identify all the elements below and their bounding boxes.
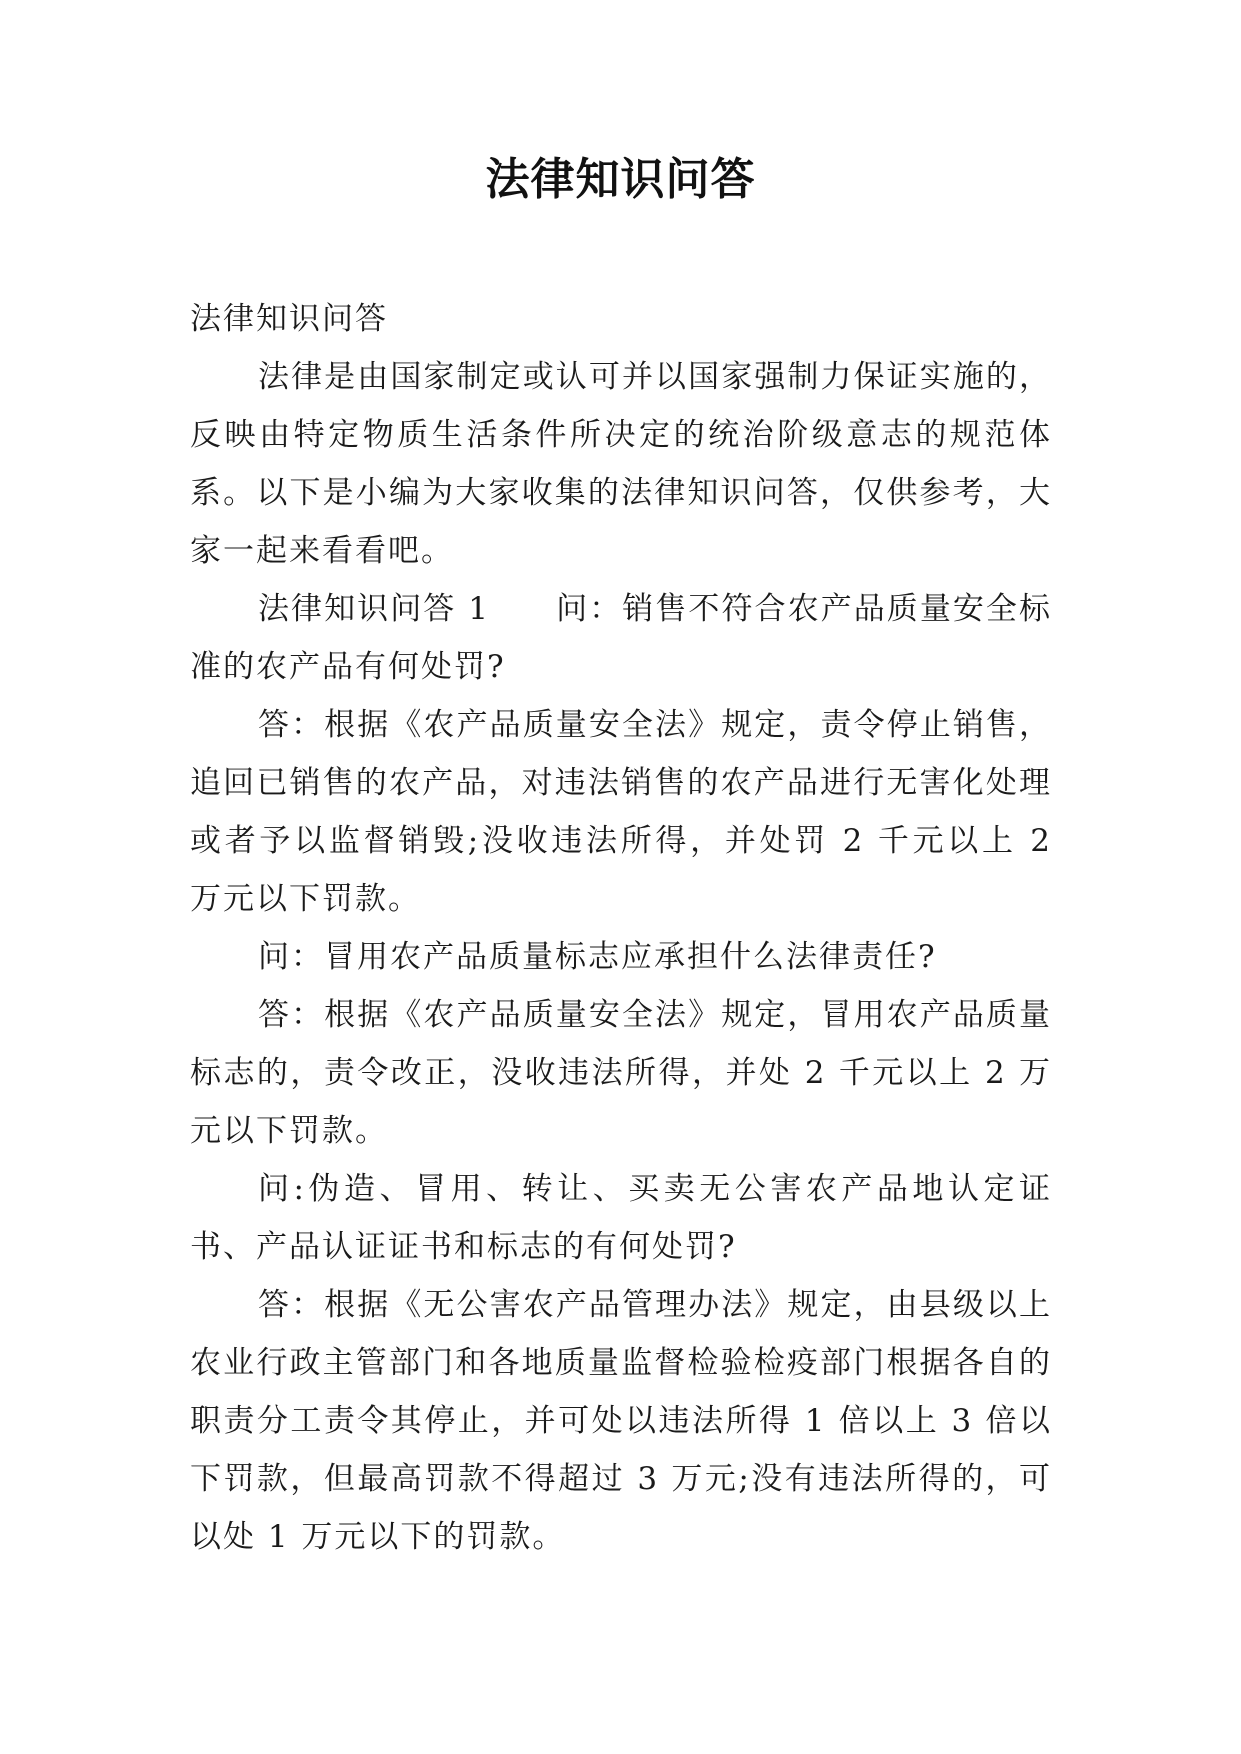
paragraph-answer-2: 答：根据《农产品质量安全法》规定，冒用农产品质量标志的，责令改正，没收违法所得，并处 2 千元以上 2 万元以下罚款。 [190, 997, 1052, 1149]
document-body [190, 290, 1052, 1566]
document-title: 法律知识问答 [485, 154, 756, 205]
paragraph-answer-3: 答：根据《无公害农产品管理办法》规定，由县级以上农业行政主管部门和各地质量监督检验检疫部门根据各自的职责分工责令其停止，并可处以违法所得 1 倍以上 3 倍以下罚款，但最高罚款不得超过 3 万元;没有违法所得的，可以处 1 万元以下的罚款。 [190, 1287, 1052, 1555]
paragraph-heading: 法律知识问答 [190, 301, 388, 337]
paragraph-intro: 法律是由国家制定或认可并以国家强制力保证实施的，反映由特定物质生活条件所决定的统治阶级意志的规范体系。以下是小编为大家收集的法律知识问答，仅供参考，大家一起来看看吧。 [190, 359, 1052, 569]
paragraph-question-1: 法律知识问答 1 问：销售不符合农产品质量安全标准的农产品有何处罚? [190, 591, 1052, 685]
paragraph-question-2: 问：冒用农产品质量标志应承担什么法律责任? [258, 939, 937, 975]
paragraph-answer-1: 答：根据《农产品质量安全法》规定，责令停止销售，追回已销售的农产品，对违法销售的农产品进行无害化处理或者予以监督销毁;没收违法所得，并处罚 2 千元以上 2 万元以下罚款。 [190, 707, 1052, 917]
paragraph-question-3: 问:伪造、冒用、转让、买卖无公害农产品地认定证书、产品认证证书和标志的有何处罚? [190, 1171, 1052, 1265]
